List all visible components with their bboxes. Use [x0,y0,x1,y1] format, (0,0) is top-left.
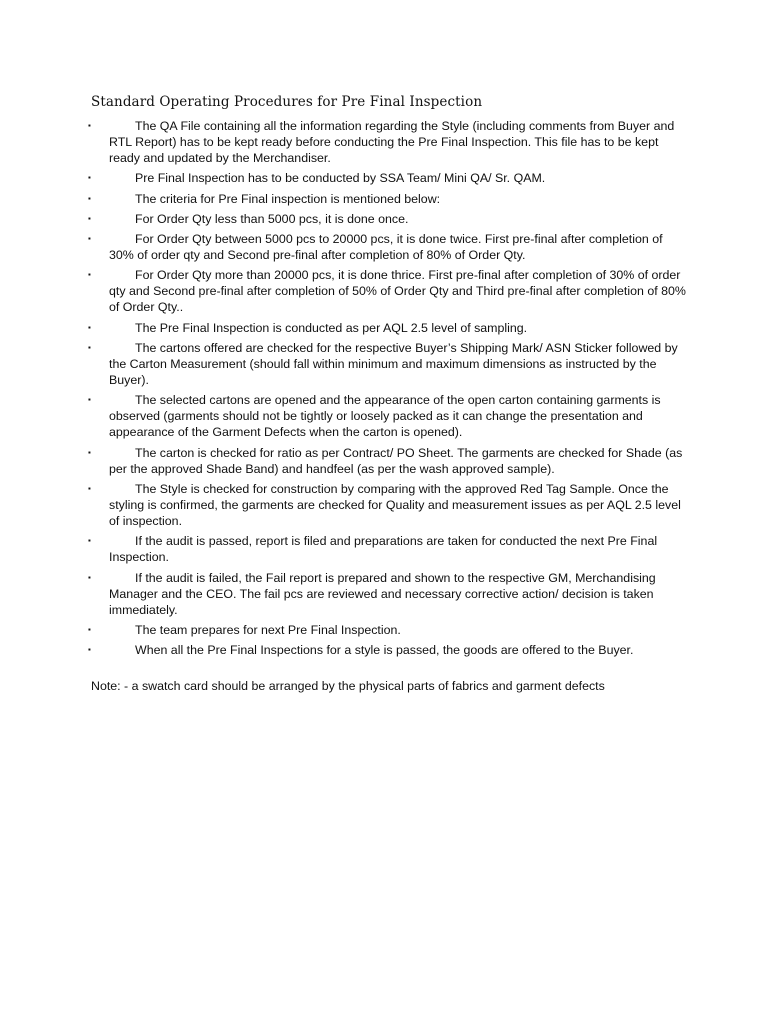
bullet-icon: ▪ [88,121,91,130]
bullet-icon: ▪ [88,193,91,203]
procedure-item [88,320,688,336]
procedure-item-text: The QA File containing all the information regarding the Style (including comments from Buyer and RTL Report) has to be kept ready before conducting the Pre Final Inspection. This file has to be kept ready and updated by the Merchandiser. [109,119,675,165]
bullet-icon: ▪ [88,343,91,353]
procedure-item [88,170,688,186]
bullet-icon: ▪ [88,173,91,183]
procedure-item-text: The cartons offered are checked for the respective Buyer’s Shipping Mark/ ASN Sticker followed by the Carton Measurement (should fall within minimum and maximum dimensions as instructed by the Buyer). [109,341,678,388]
procedure-item [88,118,688,166]
procedure-item [88,231,688,263]
note-text: Note: - a swatch card should be arranged by the physical parts of fabrics and garment defects [91,679,605,693]
procedure-item [88,267,688,315]
bullet-icon: ▪ [88,536,91,546]
procedure-item [88,481,688,529]
bullet-icon: ▪ [88,447,91,457]
procedure-item-text: The selected cartons are opened and the appearance of the open carton containing garments is observed (garments should not be tightly or loosely packed as it can change the presentation and appearance of the Garment Defects when the carton is opened). [109,393,661,440]
procedure-item [88,445,688,477]
procedure-item-text: The Pre Final Inspection is conducted as per AQL 2.5 level of sampling. [135,320,528,335]
bullet-icon: ▪ [88,572,91,582]
procedure-item [88,211,688,227]
procedure-item-text: The carton is checked for ratio as per Contract/ PO Sheet. The garments are checked for Shade (as per the approved Shade Band) and handfeel (as per the wash approved sample). [109,445,683,476]
bullet-icon: ▪ [88,270,91,280]
procedure-item-text: The team prepares for next Pre Final Inspection. [135,622,401,637]
procedure-item-text: If the audit is failed, the Fail report is prepared and shown to the respective GM, Merchandising Manager and the CEO. The fail pcs are reviewed and necessary corrective action/ decision is taken immediately. [109,570,656,617]
bullet-icon: ▪ [88,234,91,244]
procedure-item [88,533,688,565]
bullet-icon: ▪ [88,645,91,655]
procedure-item [88,570,688,618]
procedure-item [88,191,688,207]
procedure-item-text: The criteria for Pre Final inspection is mentioned below: [135,191,441,206]
procedure-item-text: Pre Final Inspection has to be conducted by SSA Team/ Mini QA/ Sr. QAM. [135,171,546,186]
procedure-item-text: When all the Pre Final Inspections for a style is passed, the goods are offered to the Buyer. [135,643,634,658]
bullet-icon: ▪ [88,624,91,634]
procedure-item [88,392,688,440]
procedure-item [88,622,688,638]
procedure-item-text: For Order Qty between 5000 pcs to 20000 pcs, it is done twice. First pre-final after completion of 30% of order qty and Second pre-final after completion of 80% of Order Qty. [109,232,663,263]
bullet-icon: ▪ [88,483,91,493]
procedure-item-text: The Style is checked for construction by comparing with the approved Red Tag Sample. Once the styling is confirmed, the garments are checked for Quality and measurement issues as per AQL 2.5 level of inspection. [109,481,681,528]
procedure-list [88,118,688,662]
procedure-item-text: For Order Qty more than 20000 pcs, it is done thrice. First pre-final after completion of 30% of order qty and Second pre-final after completion of 50% of Order Qty and Third pre-final after completion of 80% of Order Qty.. [109,268,686,315]
procedure-item [88,340,688,388]
bullet-icon: ▪ [88,395,91,405]
procedure-item-text: If the audit is passed, report is filed and preparations are taken for conducted the next Pre Final Inspection. [109,534,658,565]
document-title: Standard Operating Procedures for Pre Final Inspection [91,94,483,110]
procedure-item-text: For Order Qty less than 5000 pcs, it is done once. [135,211,409,226]
bullet-icon: ▪ [88,213,91,223]
procedure-item [88,642,688,658]
bullet-icon: ▪ [88,322,91,332]
